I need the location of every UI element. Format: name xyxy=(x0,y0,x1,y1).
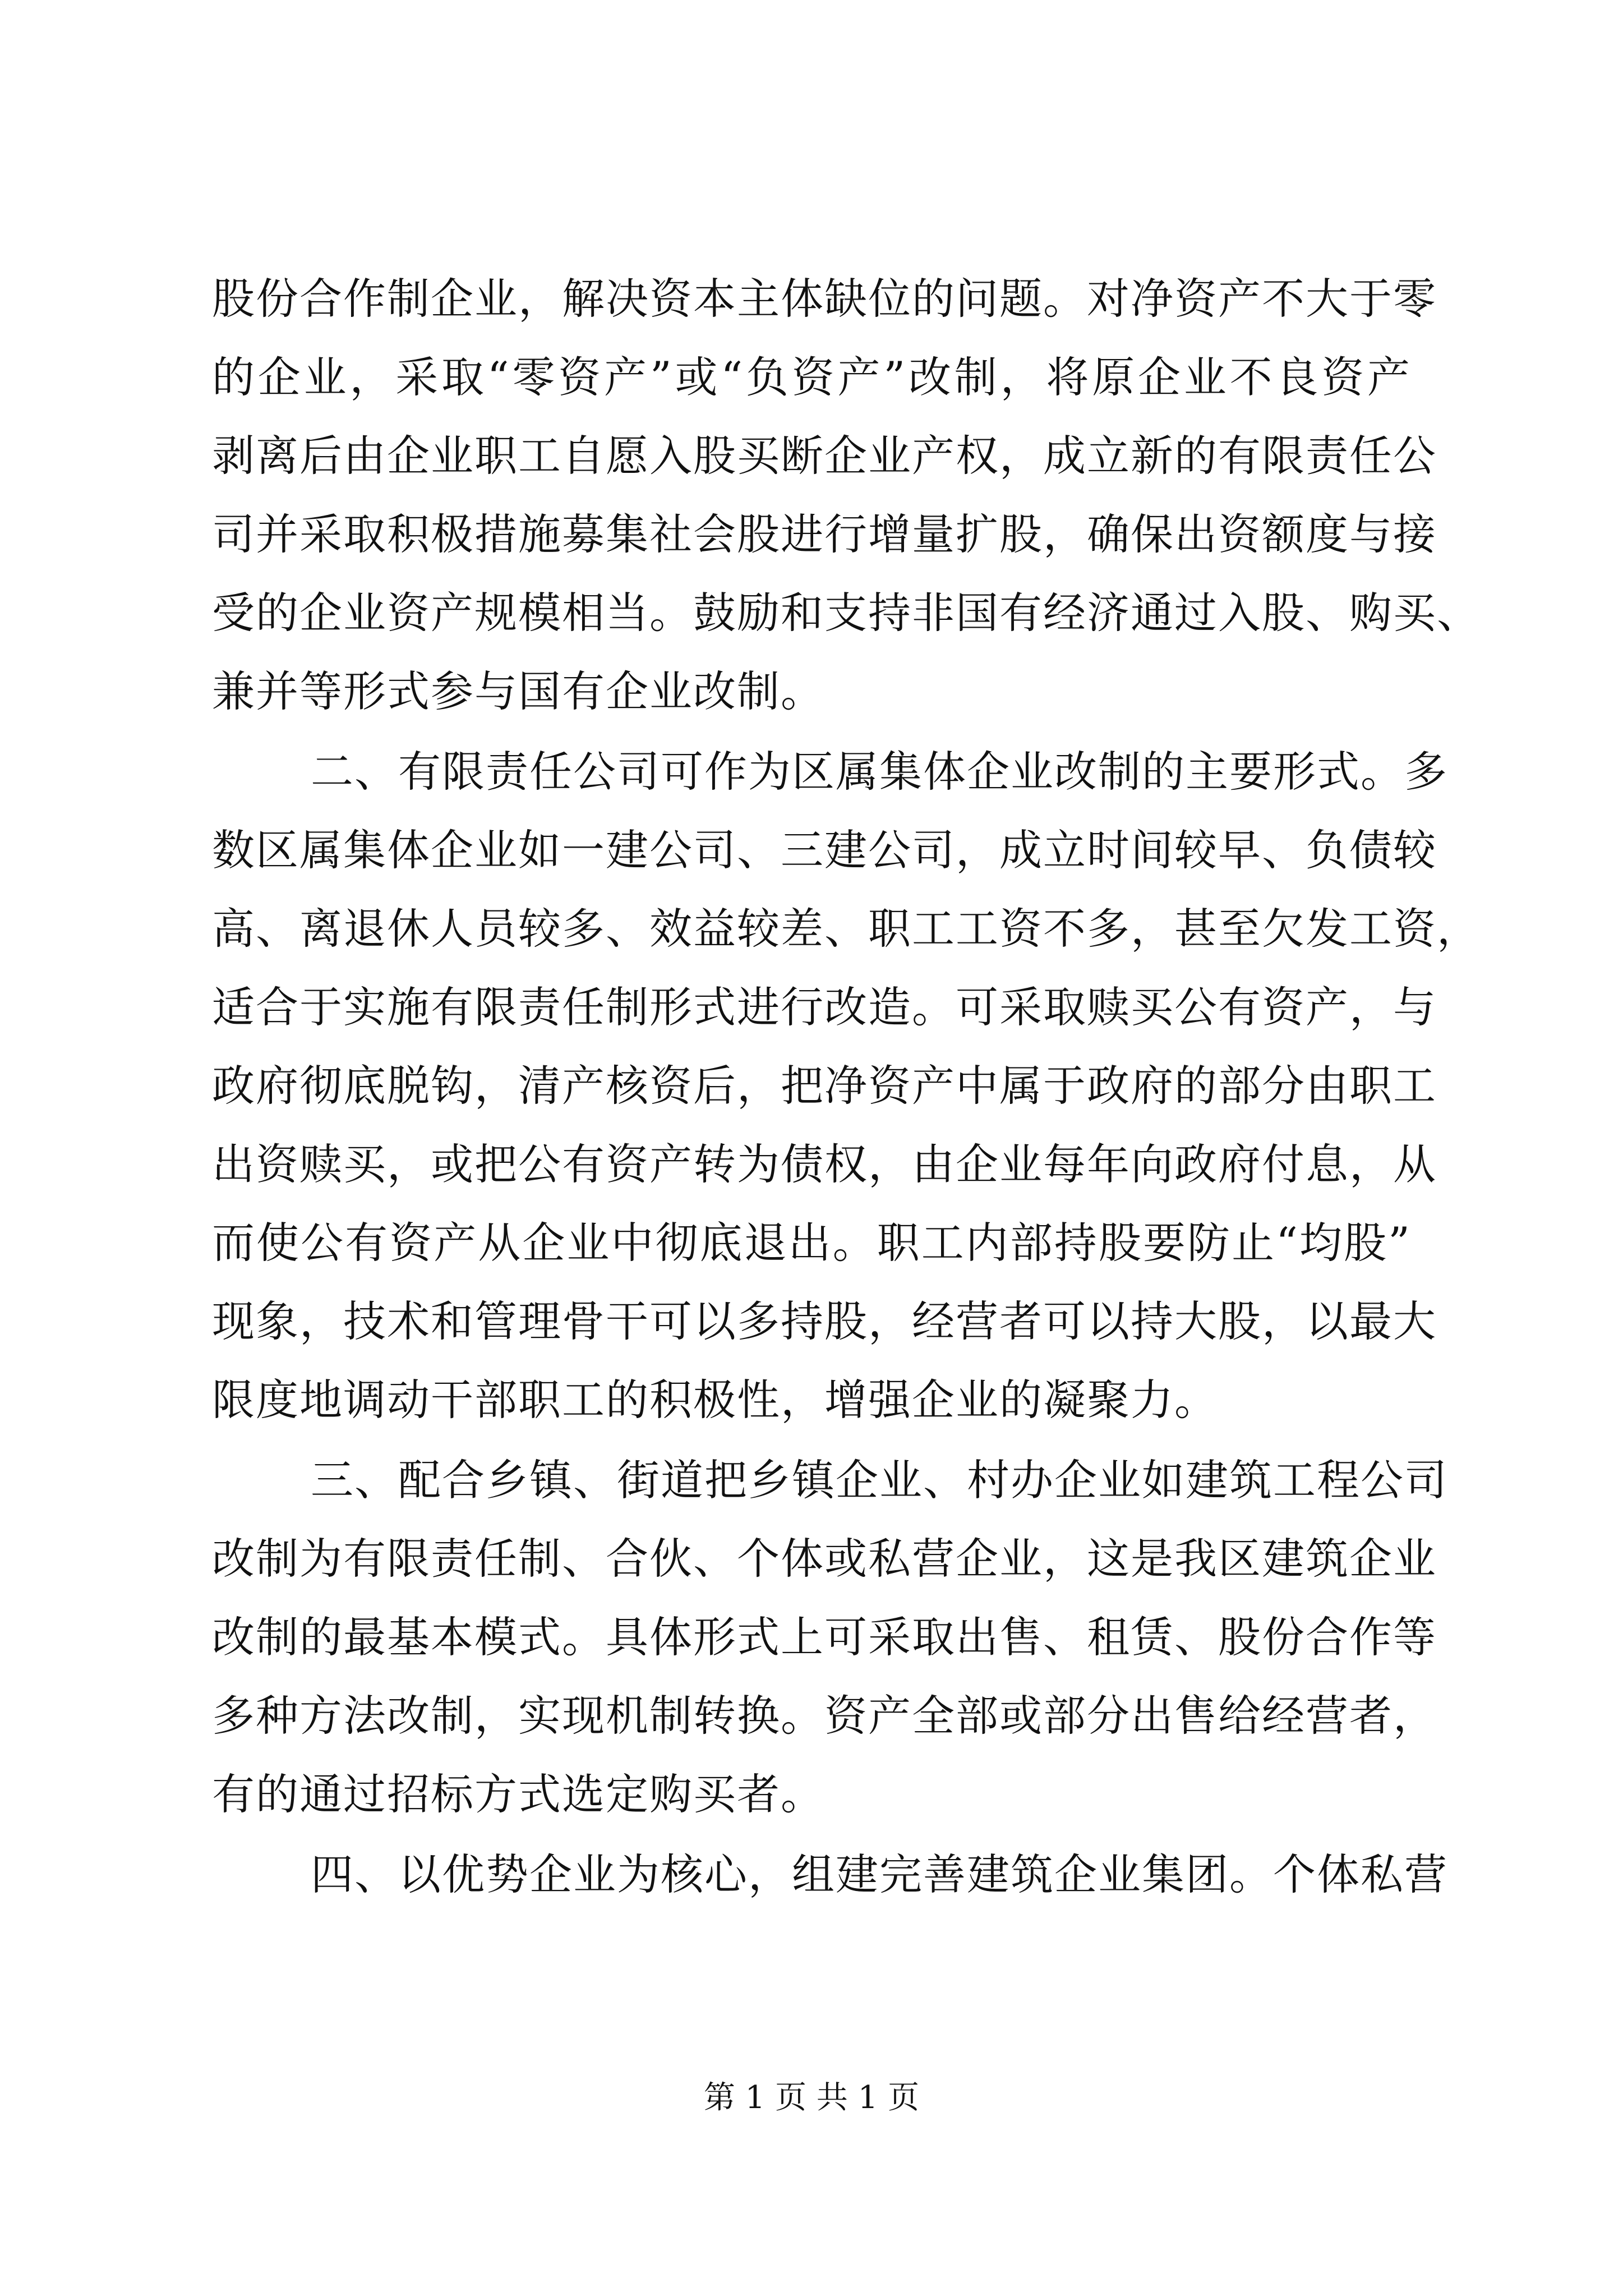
text-line: 司并采取积极措施募集社会股进行增量扩股，确保出资额度与接 xyxy=(212,509,1437,559)
text-line: 剥离后由企业职工自愿入股买断企业产权，成立新的有限责任公 xyxy=(212,431,1437,481)
text-line: 高、离退休人员较多、效益较差、职工工资不多，甚至欠发工资， xyxy=(212,904,1481,954)
page-footer: 第 1 页 共 1 页 xyxy=(703,2079,920,2116)
text-line: 多种方法改制，实现机制转换。资产全部或部分出售给经营者， xyxy=(212,1691,1437,1741)
text-line: 股份合作制企业，解决资本主体缺位的问题。对净资产不大于零 xyxy=(212,274,1437,324)
text-line: 适合于实施有限责任制形式进行改造。可采取赎买公有资产，与 xyxy=(212,982,1437,1032)
text-line: 有的通过招标方式选定购买者。 xyxy=(212,1769,824,1819)
text-line: 改制为有限责任制、合伙、个体或私营企业，这是我区建筑企业 xyxy=(212,1534,1437,1584)
text-line: 受的企业资产规模相当。鼓励和支持非国有经济通过入股、购买、 xyxy=(212,588,1481,638)
text-line: 兼并等形式参与国有企业改制。 xyxy=(212,666,824,716)
text-line: 的企业，采取“零资产”或“负资产”改制，将原企业不良资产 xyxy=(212,352,1411,402)
text-line: 数区属集体企业如一建公司、三建公司，成立时间较早、负债较 xyxy=(212,825,1437,875)
text-line: 政府彻底脱钩，清产核资后，把净资产中属于政府的部分由职工 xyxy=(212,1061,1437,1111)
text-line: 现象，技术和管理骨干可以多持股，经营者可以持大股，以最大 xyxy=(212,1296,1437,1346)
text-line: 限度地调动干部职工的积极性，增强企业的凝聚力。 xyxy=(212,1375,1218,1425)
text-line: 四、以优势企业为核心，组建完善建筑企业集团。个体私营 xyxy=(311,1849,1448,1899)
text-line: 而使公有资产从企业中彻底退出。职工内部持股要防止“均股” xyxy=(212,1218,1411,1268)
text-line: 改制的最基本模式。具体形式上可采取出售、租赁、股份合作等 xyxy=(212,1612,1437,1662)
text-line: 三、配合乡镇、街道把乡镇企业、村办企业如建筑工程公司 xyxy=(311,1455,1448,1505)
text-line: 二、有限责任公司可作为区属集体企业改制的主要形式。多 xyxy=(311,747,1448,797)
text-line: 出资赎买，或把公有资产转为债权，由企业每年向政府付息，从 xyxy=(212,1139,1437,1189)
